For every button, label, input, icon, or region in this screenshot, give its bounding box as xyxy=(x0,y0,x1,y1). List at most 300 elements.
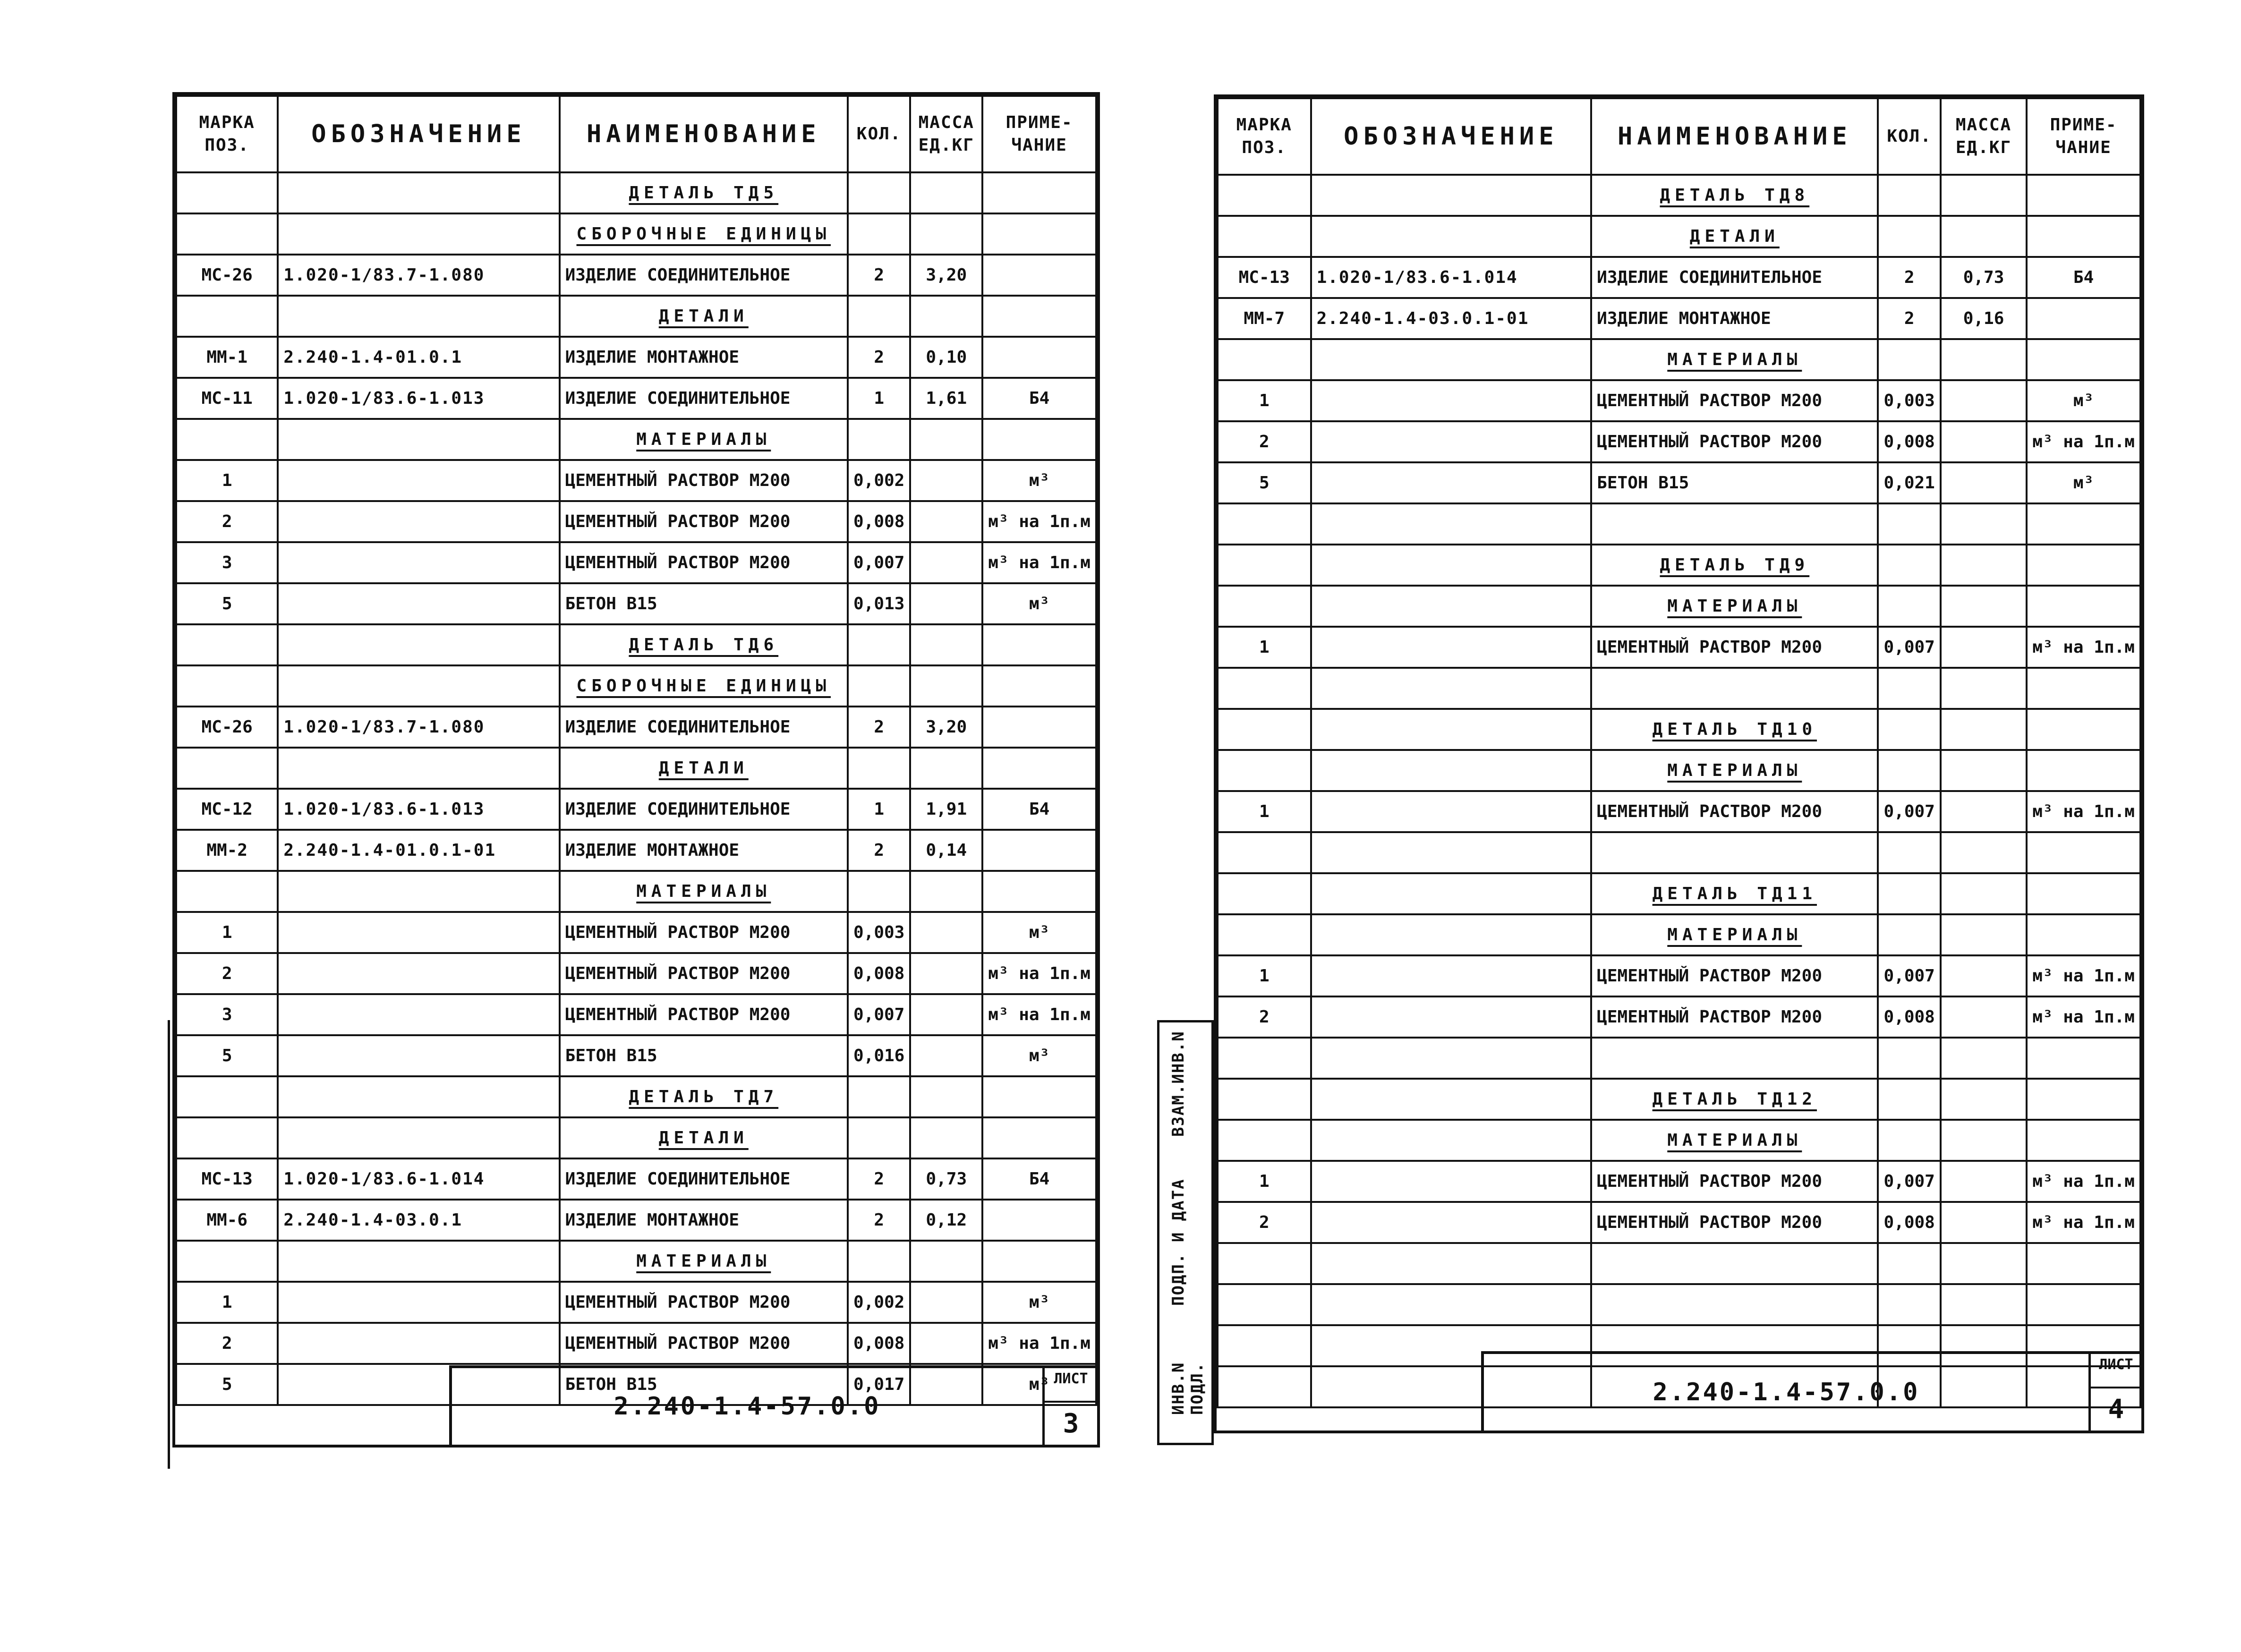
section-title-text: МАТЕРИАЛЫ xyxy=(636,882,771,901)
section-title xyxy=(1591,175,1878,216)
note-cell: Б4 xyxy=(2027,257,2140,298)
code-cell xyxy=(278,953,559,994)
section-title xyxy=(1591,750,1878,791)
pos-cell: 1 xyxy=(1218,380,1311,421)
code-cell: 1.020-1/83.7-1.080 xyxy=(278,255,559,296)
table-row xyxy=(176,912,1096,953)
table-row xyxy=(176,255,1096,296)
right-title-block xyxy=(1481,1351,2144,1433)
code-cell: 1.020-1/83.6-1.013 xyxy=(278,378,559,419)
pos-cell: 1 xyxy=(176,912,278,953)
pos-cell: МС-11 xyxy=(176,378,278,419)
section-title-text: ДЕТАЛЬ ТД12 xyxy=(1652,1090,1817,1109)
name-cell: ИЗДЕЛИЕ СОЕДИНИТЕЛЬНОЕ xyxy=(1591,257,1878,298)
section-title-text: ДЕТАЛЬ ТД6 xyxy=(629,635,779,655)
mass-cell xyxy=(1941,955,2027,996)
section-title-text: МАТЕРИАЛЫ xyxy=(1667,925,1802,945)
name-cell: ИЗДЕЛИЕ СОЕДИНИТЕЛЬНОЕ xyxy=(560,789,848,830)
code-cell xyxy=(278,624,559,665)
section-title xyxy=(1591,545,1878,586)
qty-cell xyxy=(848,419,910,460)
qty-cell: 0,008 xyxy=(848,501,910,542)
pos-cell: 5 xyxy=(176,583,278,624)
code-cell xyxy=(1311,832,1592,873)
code-cell xyxy=(1311,462,1592,503)
note-cell xyxy=(2027,586,2140,627)
section-title-text: ДЕТАЛИ xyxy=(658,307,749,326)
header-row xyxy=(176,96,1096,172)
right-stamp-code: 2.240-1.4-57.0.0 xyxy=(1653,1378,1920,1406)
pos-cell: 5 xyxy=(176,1364,278,1405)
table-row xyxy=(176,707,1096,748)
table-row xyxy=(176,789,1096,830)
code-cell xyxy=(1311,709,1592,750)
qty-cell: 0,002 xyxy=(848,1282,910,1323)
mass-cell xyxy=(1941,1079,2027,1120)
section-row xyxy=(1218,1079,2140,1120)
section-title xyxy=(560,665,848,707)
code-cell xyxy=(1311,750,1592,791)
pos-cell: МС-13 xyxy=(176,1158,278,1200)
header-mass: МАССА ЕД.КГ xyxy=(910,96,982,172)
note-cell xyxy=(2027,1038,2140,1079)
note-cell xyxy=(982,624,1096,665)
name-cell: ИЗДЕЛИЕ СОЕДИНИТЕЛЬНОЕ xyxy=(560,1158,848,1200)
name-cell: ЦЕМЕНТНЫЙ РАСТВОР М200 xyxy=(1591,955,1878,996)
qty-cell xyxy=(1878,1038,1940,1079)
note-cell xyxy=(2027,914,2140,955)
binding-podp: ПОДП. И ДАТА xyxy=(1169,1178,1188,1306)
note-cell: м³ xyxy=(982,1364,1096,1405)
section-title xyxy=(560,213,848,255)
pos-cell xyxy=(1218,1284,1311,1325)
note-cell xyxy=(982,337,1096,378)
mass-cell xyxy=(1941,1161,2027,1202)
qty-cell: 0,008 xyxy=(848,953,910,994)
header-designation: ОБОЗНАЧЕНИЕ xyxy=(278,96,559,172)
blank-row xyxy=(1218,1038,2140,1079)
section-title-text: ДЕТАЛИ xyxy=(658,758,749,778)
note-cell xyxy=(2027,503,2140,545)
name-cell: ЦЕМЕНТНЫЙ РАСТВОР М200 xyxy=(560,1282,848,1323)
pos-cell: 2 xyxy=(1218,996,1311,1038)
mass-cell xyxy=(910,213,982,255)
section-title xyxy=(1591,1120,1878,1161)
code-cell xyxy=(278,172,559,213)
code-cell: 2.240-1.4-03.0.1-01 xyxy=(1311,298,1592,339)
mass-cell xyxy=(1941,873,2027,914)
name-cell: ИЗДЕЛИЕ СОЕДИНИТЕЛЬНОЕ xyxy=(560,378,848,419)
qty-cell xyxy=(848,213,910,255)
name-cell: ЦЕМЕНТНЫЙ РАСТВОР М200 xyxy=(560,460,848,501)
qty-cell xyxy=(848,296,910,337)
note-cell: м³ на 1п.м xyxy=(982,1323,1096,1364)
section-title xyxy=(1591,339,1878,380)
mass-cell xyxy=(910,296,982,337)
qty-cell xyxy=(1878,545,1940,586)
section-row xyxy=(176,665,1096,707)
section-row xyxy=(176,871,1096,912)
note-cell xyxy=(2027,1284,2140,1325)
name-cell: БЕТОН В15 xyxy=(1591,462,1878,503)
section-title-text: ДЕТАЛЬ ТД7 xyxy=(629,1087,779,1107)
table-row xyxy=(1218,996,2140,1038)
name-cell: БЕТОН В15 xyxy=(560,1035,848,1076)
qty-cell: 0,021 xyxy=(1878,462,1940,503)
qty-cell: 0,008 xyxy=(1878,1202,1940,1243)
note-cell xyxy=(2027,175,2140,216)
note-cell xyxy=(982,707,1096,748)
section-title-text: МАТЕРИАЛЫ xyxy=(1667,761,1802,780)
table-row xyxy=(176,378,1096,419)
mass-cell xyxy=(1941,791,2027,832)
mass-cell xyxy=(910,1323,982,1364)
mass-cell: 0,14 xyxy=(910,830,982,871)
mass-cell xyxy=(910,1241,982,1282)
note-cell: м³ xyxy=(982,583,1096,624)
section-row xyxy=(1218,175,2140,216)
name-cell: ИЗДЕЛИЕ МОНТАЖНОЕ xyxy=(1591,298,1878,339)
qty-cell xyxy=(848,748,910,789)
section-title xyxy=(560,296,848,337)
pos-cell xyxy=(1218,503,1311,545)
pos-cell xyxy=(1218,914,1311,955)
note-cell: м³ xyxy=(982,912,1096,953)
note-cell xyxy=(2027,832,2140,873)
right-stamp-sheet xyxy=(2088,1354,2141,1431)
pos-cell xyxy=(1218,1120,1311,1161)
blank-row xyxy=(1218,668,2140,709)
mass-cell xyxy=(910,624,982,665)
header-row xyxy=(1218,98,2140,175)
pos-cell xyxy=(176,213,278,255)
mass-cell xyxy=(1941,1284,2027,1325)
section-title-text: ДЕТАЛИ xyxy=(658,1128,749,1148)
mass-cell xyxy=(1941,1038,2027,1079)
table-row xyxy=(1218,298,2140,339)
code-cell xyxy=(278,1035,559,1076)
section-title xyxy=(560,1076,848,1117)
qty-cell xyxy=(1878,1284,1940,1325)
note-cell xyxy=(982,665,1096,707)
mass-cell: 3,20 xyxy=(910,255,982,296)
mass-cell xyxy=(1941,503,2027,545)
name-cell: ИЗДЕЛИЕ МОНТАЖНОЕ xyxy=(560,1200,848,1241)
qty-cell xyxy=(1878,873,1940,914)
name-cell: БЕТОН В15 xyxy=(560,1364,848,1405)
code-cell xyxy=(1311,1038,1592,1079)
pos-cell xyxy=(1218,668,1311,709)
mass-cell: 0,73 xyxy=(1941,257,2027,298)
mass-cell xyxy=(1941,586,2027,627)
qty-cell: 2 xyxy=(848,1158,910,1200)
note-cell xyxy=(982,830,1096,871)
right-spec-table xyxy=(1217,97,2141,1408)
name-cell: ЦЕМЕНТНЫЙ РАСТВОР М200 xyxy=(1591,421,1878,462)
note-cell: м³ на 1п.м xyxy=(2027,627,2140,668)
table-row xyxy=(176,501,1096,542)
mass-cell xyxy=(1941,750,2027,791)
name-cell xyxy=(1591,503,1878,545)
name-cell: ИЗДЕЛИЕ МОНТАЖНОЕ xyxy=(560,337,848,378)
note-cell: м³ на 1п.м xyxy=(982,542,1096,583)
pos-cell: 1 xyxy=(1218,627,1311,668)
mass-cell: 0,12 xyxy=(910,1200,982,1241)
section-row xyxy=(176,296,1096,337)
note-cell: м³ на 1п.м xyxy=(982,994,1096,1035)
note-cell: м³ xyxy=(982,460,1096,501)
section-row xyxy=(1218,545,2140,586)
pos-cell: 1 xyxy=(1218,955,1311,996)
table-row xyxy=(176,1323,1096,1364)
section-row xyxy=(176,1076,1096,1117)
pos-cell: 3 xyxy=(176,994,278,1035)
section-row xyxy=(176,1241,1096,1282)
note-cell xyxy=(982,1117,1096,1158)
header-designation: ОБОЗНАЧЕНИЕ xyxy=(1311,98,1592,175)
code-cell xyxy=(278,994,559,1035)
section-title-text: МАТЕРИАЛЫ xyxy=(1667,596,1802,616)
table-row xyxy=(176,583,1096,624)
table-row xyxy=(176,994,1096,1035)
section-title-text: МАТЕРИАЛЫ xyxy=(1667,350,1802,369)
code-cell xyxy=(278,1117,559,1158)
section-row xyxy=(1218,873,2140,914)
note-cell: Б4 xyxy=(982,789,1096,830)
section-title xyxy=(1591,914,1878,955)
mass-cell xyxy=(1941,996,2027,1038)
pos-cell: 1 xyxy=(1218,791,1311,832)
pos-cell xyxy=(176,1117,278,1158)
table-row xyxy=(1218,462,2140,503)
note-cell xyxy=(2027,545,2140,586)
binding-vzam: ВЗАМ.ИНВ.N xyxy=(1169,1030,1188,1137)
section-row xyxy=(1218,216,2140,257)
section-title xyxy=(1591,216,1878,257)
mass-cell: 0,73 xyxy=(910,1158,982,1200)
mass-cell xyxy=(910,542,982,583)
mass-cell: 1,61 xyxy=(910,378,982,419)
code-cell xyxy=(1311,175,1592,216)
section-title-text: МАТЕРИАЛЫ xyxy=(636,430,771,449)
table-row xyxy=(1218,257,2140,298)
mass-cell xyxy=(910,460,982,501)
mass-cell xyxy=(910,994,982,1035)
binding-inv: ИНВ.N ПОДЛ. xyxy=(1169,1362,1207,1415)
section-row xyxy=(1218,586,2140,627)
pos-cell: 2 xyxy=(176,1323,278,1364)
mass-cell xyxy=(1941,380,2027,421)
qty-cell: 2 xyxy=(1878,257,1940,298)
name-cell: ЦЕМЕНТНЫЙ РАСТВОР М200 xyxy=(1591,380,1878,421)
qty-cell xyxy=(1878,1079,1940,1120)
qty-cell: 0,016 xyxy=(848,1035,910,1076)
pos-cell xyxy=(1218,545,1311,586)
note-cell: м³ на 1п.м xyxy=(2027,1202,2140,1243)
left-sheet-number: 3 xyxy=(1063,1408,1079,1439)
pos-cell: 2 xyxy=(1218,1202,1311,1243)
note-cell: м³ на 1п.м xyxy=(2027,996,2140,1038)
table-row xyxy=(176,1282,1096,1323)
note-cell: Б4 xyxy=(982,1158,1096,1200)
note-cell xyxy=(982,172,1096,213)
section-title-text: ДЕТАЛЬ ТД10 xyxy=(1652,720,1817,739)
blank-row xyxy=(1218,832,2140,873)
note-cell xyxy=(982,213,1096,255)
code-cell xyxy=(278,501,559,542)
mass-cell xyxy=(1941,1243,2027,1284)
qty-cell: 0,007 xyxy=(1878,1161,1940,1202)
code-cell xyxy=(278,1076,559,1117)
pos-cell: 5 xyxy=(176,1035,278,1076)
code-cell xyxy=(278,542,559,583)
code-cell xyxy=(1311,586,1592,627)
qty-cell xyxy=(1878,175,1940,216)
code-cell: 1.020-1/83.6-1.013 xyxy=(278,789,559,830)
section-title-text: МАТЕРИАЛЫ xyxy=(636,1252,771,1271)
code-cell: 1.020-1/83.7-1.080 xyxy=(278,707,559,748)
pos-cell: 1 xyxy=(176,460,278,501)
mass-cell xyxy=(910,172,982,213)
code-cell xyxy=(278,1241,559,1282)
qty-cell: 0,017 xyxy=(848,1364,910,1405)
code-cell xyxy=(1311,668,1592,709)
blank-row xyxy=(1218,1284,2140,1325)
note-cell: м³ на 1п.м xyxy=(2027,955,2140,996)
qty-cell xyxy=(1878,914,1940,955)
header-qty: КОЛ. xyxy=(848,96,910,172)
section-title xyxy=(560,871,848,912)
qty-cell: 2 xyxy=(1878,298,1940,339)
mass-cell xyxy=(910,1076,982,1117)
note-cell xyxy=(2027,668,2140,709)
pos-cell xyxy=(176,748,278,789)
mass-cell xyxy=(910,419,982,460)
table-row xyxy=(1218,791,2140,832)
pos-cell: 2 xyxy=(176,953,278,994)
section-title-text: ДЕТАЛЬ ТД5 xyxy=(629,183,779,203)
qty-cell xyxy=(848,1117,910,1158)
header-name: НАИМЕНОВАНИЕ xyxy=(560,96,848,172)
left-stamp-sheet xyxy=(1042,1368,1097,1445)
pos-cell xyxy=(1218,1366,1311,1407)
section-title-text: ДЕТАЛЬ ТД9 xyxy=(1660,555,1810,575)
pos-cell xyxy=(1218,1325,1311,1366)
section-title xyxy=(560,748,848,789)
name-cell: ИЗДЕЛИЕ МОНТАЖНОЕ xyxy=(560,830,848,871)
section-row xyxy=(176,213,1096,255)
code-cell xyxy=(1311,996,1592,1038)
pos-cell xyxy=(1218,216,1311,257)
section-title xyxy=(560,419,848,460)
pos-cell xyxy=(176,172,278,213)
note-cell xyxy=(2027,1120,2140,1161)
code-cell xyxy=(278,1323,559,1364)
note-cell: м³ на 1п.м xyxy=(2027,421,2140,462)
pos-cell xyxy=(1218,339,1311,380)
note-cell: м³ на 1п.м xyxy=(2027,1161,2140,1202)
table-row xyxy=(1218,380,2140,421)
pos-cell: 3 xyxy=(176,542,278,583)
section-row xyxy=(1218,750,2140,791)
pos-cell xyxy=(1218,1243,1311,1284)
section-title-text: МАТЕРИАЛЫ xyxy=(1667,1131,1802,1150)
qty-cell xyxy=(1878,709,1940,750)
pos-cell: 1 xyxy=(176,1282,278,1323)
mass-cell xyxy=(910,501,982,542)
pos-cell: МС-13 xyxy=(1218,257,1311,298)
mass-cell xyxy=(1941,914,2027,955)
pos-cell xyxy=(1218,750,1311,791)
mass-cell xyxy=(910,583,982,624)
section-row xyxy=(1218,339,2140,380)
name-cell: ЦЕМЕНТНЫЙ РАСТВОР М200 xyxy=(1591,1202,1878,1243)
note-cell xyxy=(2027,1243,2140,1284)
blank-row xyxy=(1218,503,2140,545)
note-cell xyxy=(2027,339,2140,380)
header-name: НАИМЕНОВАНИЕ xyxy=(1591,98,1878,175)
note-cell xyxy=(2027,873,2140,914)
mass-cell xyxy=(910,748,982,789)
table-row xyxy=(1218,1202,2140,1243)
name-cell: ЦЕМЕНТНЫЙ РАСТВОР М200 xyxy=(560,994,848,1035)
code-cell: 1.020-1/83.6-1.014 xyxy=(278,1158,559,1200)
qty-cell xyxy=(1878,216,1940,257)
section-title xyxy=(560,1117,848,1158)
table-row xyxy=(176,1200,1096,1241)
pos-cell xyxy=(176,665,278,707)
note-cell: м³ xyxy=(982,1035,1096,1076)
mass-cell: 0,10 xyxy=(910,337,982,378)
code-cell xyxy=(1311,914,1592,955)
name-cell: ЦЕМЕНТНЫЙ РАСТВОР М200 xyxy=(560,542,848,583)
qty-cell xyxy=(848,1241,910,1282)
qty-cell xyxy=(848,665,910,707)
pos-cell: ММ-1 xyxy=(176,337,278,378)
code-cell xyxy=(278,1282,559,1323)
mass-cell xyxy=(1941,1202,2027,1243)
mass-cell xyxy=(910,665,982,707)
qty-cell: 0,007 xyxy=(1878,627,1940,668)
code-cell xyxy=(1311,1120,1592,1161)
right-sheet xyxy=(1214,94,2144,1433)
qty-cell: 0,013 xyxy=(848,583,910,624)
qty-cell: 2 xyxy=(848,337,910,378)
section-row xyxy=(1218,1120,2140,1161)
table-row xyxy=(176,953,1096,994)
note-cell: м³ на 1п.м xyxy=(982,501,1096,542)
mass-cell xyxy=(1941,709,2027,750)
note-cell: м³ xyxy=(2027,462,2140,503)
section-title xyxy=(1591,1079,1878,1120)
note-cell xyxy=(2027,750,2140,791)
code-cell xyxy=(278,912,559,953)
note-cell: м³ на 1п.м xyxy=(982,953,1096,994)
note-cell xyxy=(2027,1079,2140,1120)
table-row xyxy=(1218,421,2140,462)
qty-cell xyxy=(848,624,910,665)
pos-cell xyxy=(176,1241,278,1282)
note-cell: м³ на 1п.м xyxy=(2027,791,2140,832)
mass-cell: 3,20 xyxy=(910,707,982,748)
mass-cell xyxy=(1941,339,2027,380)
section-title xyxy=(560,1241,848,1282)
qty-cell: 2 xyxy=(848,255,910,296)
qty-cell: 0,007 xyxy=(848,542,910,583)
qty-cell: 2 xyxy=(848,707,910,748)
section-title xyxy=(1591,586,1878,627)
mass-cell xyxy=(1941,175,2027,216)
